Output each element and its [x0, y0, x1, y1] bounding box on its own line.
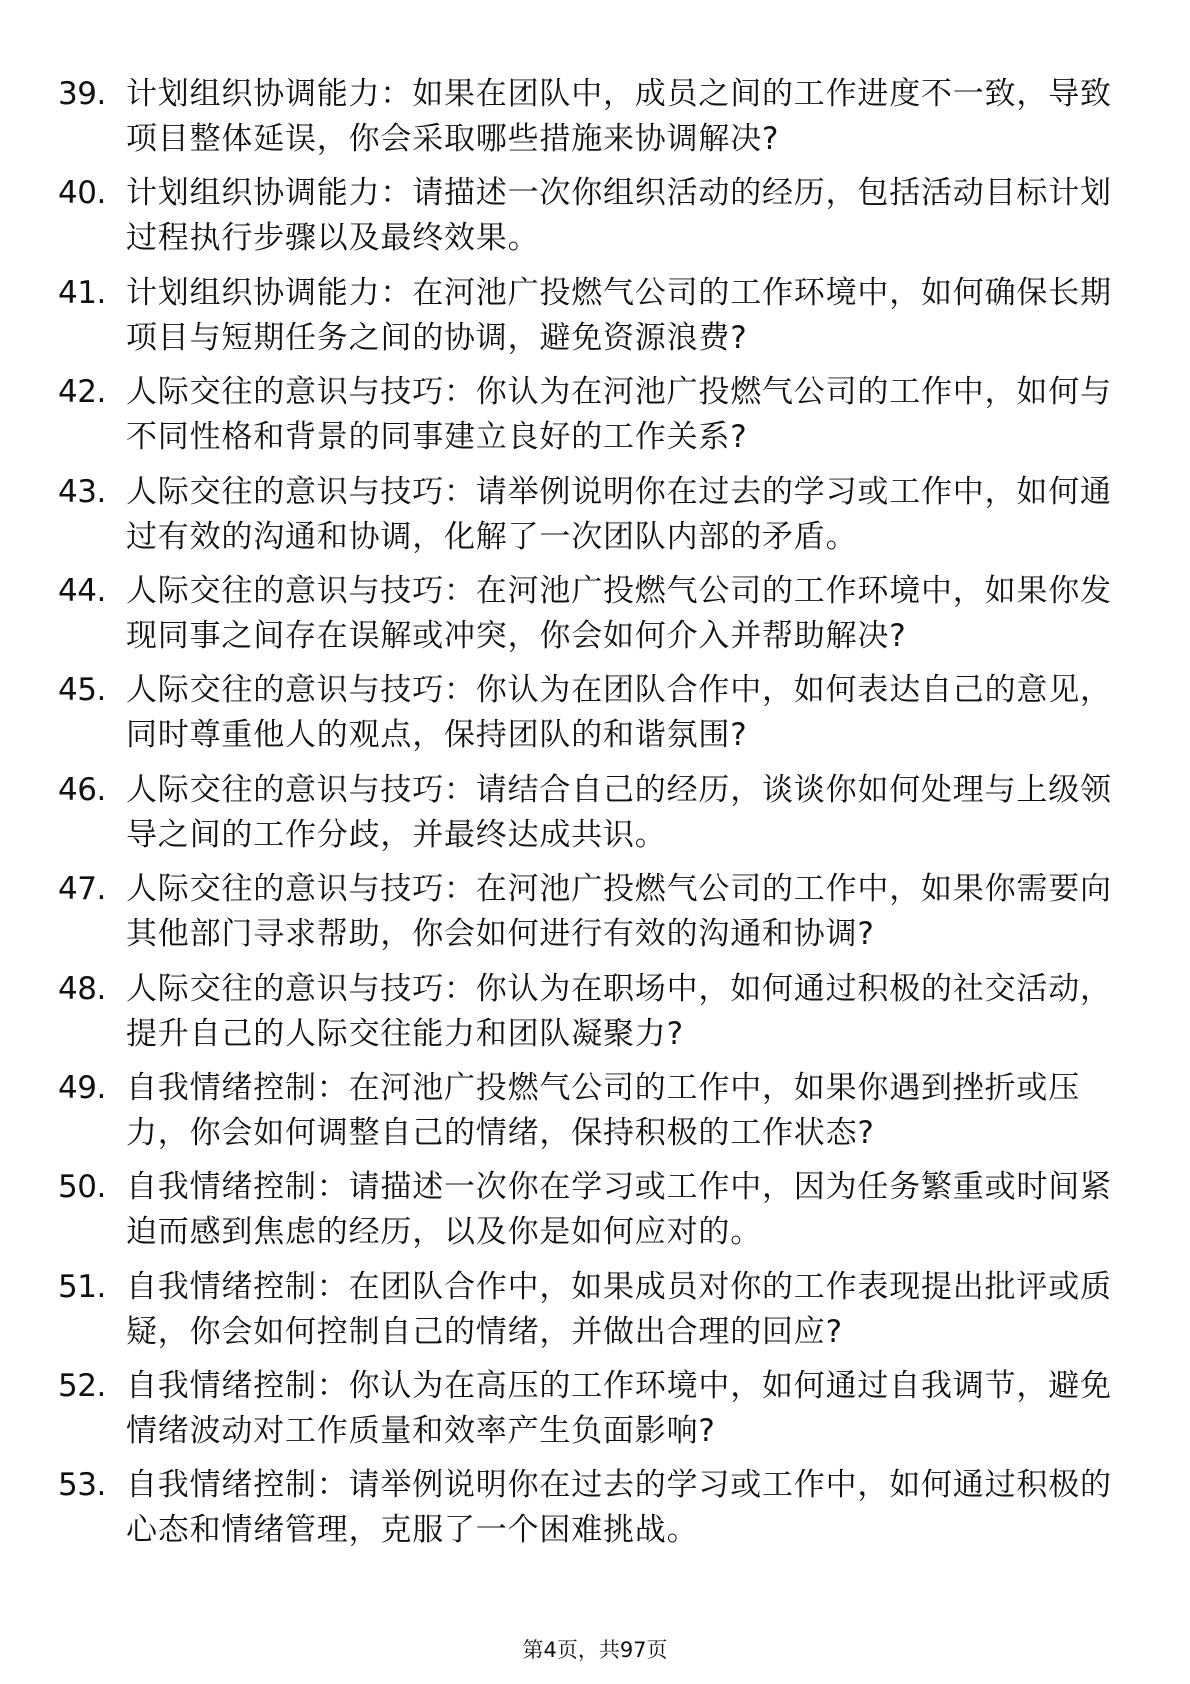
question-item — [0, 1265, 1190, 1364]
question-item — [0, 1364, 1190, 1463]
question-number: 48. — [58, 970, 106, 1007]
question-number: 52. — [58, 1368, 106, 1405]
question-text: 自我情绪控制：在河池广投燃气公司的工作中，如果你遇到挫折或压力，你会如何调整自己的情绪，保持积极的工作状态? — [126, 1069, 1080, 1151]
question-item — [0, 370, 1190, 469]
question-text: 自我情绪控制：你认为在高压的工作环境中，如何通过自我调节，避免情绪波动对工作质量和效率产生负面影响? — [126, 1368, 1112, 1450]
question-text: 人际交往的意识与技巧：在河池广投燃气公司的工作中，如果你需要向其他部门寻求帮助，你会如何进行有效的沟通和协调? — [126, 871, 1112, 953]
question-text: 计划组织协调能力：在河池广投燃气公司的工作环境中，如何确保长期项目与短期任务之间的协调，避免资源浪费? — [126, 274, 1112, 356]
question-text: 人际交往的意识与技巧：请举例说明你在过去的学习或工作中，如何通过有效的沟通和协调，化解了一次团队内部的矛盾。 — [126, 473, 1112, 555]
question-number: 49. — [58, 1069, 106, 1106]
question-number: 44. — [58, 572, 106, 609]
question-number: 47. — [58, 871, 106, 908]
question-number: 39. — [58, 76, 106, 112]
question-item — [0, 668, 1190, 767]
question-number: 50. — [58, 1169, 106, 1206]
question-item — [0, 470, 1190, 569]
question-number: 42. — [58, 374, 106, 411]
question-number: 46. — [58, 771, 106, 808]
question-item — [0, 1463, 1190, 1562]
question-text: 计划组织协调能力：请描述一次你组织活动的经历，包括活动目标计划过程执行步骤以及最终效果。 — [126, 175, 1112, 257]
question-text: 人际交往的意识与技巧：请结合自己的经历，谈谈你如何处理与上级领导之间的工作分歧，并最终达成共识。 — [126, 771, 1112, 853]
question-item — [0, 1165, 1190, 1264]
question-text: 人际交往的意识与技巧：你认为在团队合作中，如何表达自己的意见，同时尊重他人的观点，保持团队的和谐氛围? — [126, 672, 1112, 754]
question-item — [0, 171, 1190, 270]
page-footer: 第4页，共97页 — [522, 1638, 668, 1662]
question-number: 53. — [58, 1467, 106, 1504]
question-number: 43. — [58, 473, 106, 510]
question-number: 51. — [58, 1268, 106, 1305]
question-number: 41. — [58, 274, 106, 311]
question-text: 自我情绪控制：请举例说明你在过去的学习或工作中，如何通过积极的心态和情绪管理，克服了一个困难挑战。 — [126, 1467, 1112, 1549]
question-text: 人际交往的意识与技巧：在河池广投燃气公司的工作环境中，如果你发现同事之间存在误解或冲突，你会如何介入并帮助解决? — [126, 572, 1112, 654]
question-item — [0, 768, 1190, 867]
question-text: 计划组织协调能力：如果在团队中，成员之间的工作进度不一致，导致项目整体延误，你会采取哪些措施来协调解决? — [126, 76, 1112, 157]
question-text: 自我情绪控制：在团队合作中，如果成员对你的工作表现提出批评或质疑，你会如何控制自己的情绪，并做出合理的回应? — [126, 1268, 1112, 1350]
question-text: 人际交往的意识与技巧：你认为在职场中，如何通过积极的社交活动，提升自己的人际交往能力和团队凝聚力? — [126, 970, 1112, 1052]
question-text: 自我情绪控制：请描述一次你在学习或工作中，因为任务繁重或时间紧迫而感到焦虑的经历，以及你是如何应对的。 — [126, 1169, 1112, 1251]
question-item — [0, 1066, 1190, 1165]
question-number: 40. — [58, 175, 106, 212]
question-list — [0, 72, 1190, 1563]
question-text: 人际交往的意识与技巧：你认为在河池广投燃气公司的工作中，如何与不同性格和背景的同事建立良好的工作关系? — [126, 374, 1112, 456]
question-item — [0, 967, 1190, 1066]
question-item — [0, 867, 1190, 966]
question-number: 45. — [58, 672, 106, 709]
question-item — [0, 72, 1190, 171]
question-item — [0, 271, 1190, 370]
question-item — [0, 569, 1190, 668]
